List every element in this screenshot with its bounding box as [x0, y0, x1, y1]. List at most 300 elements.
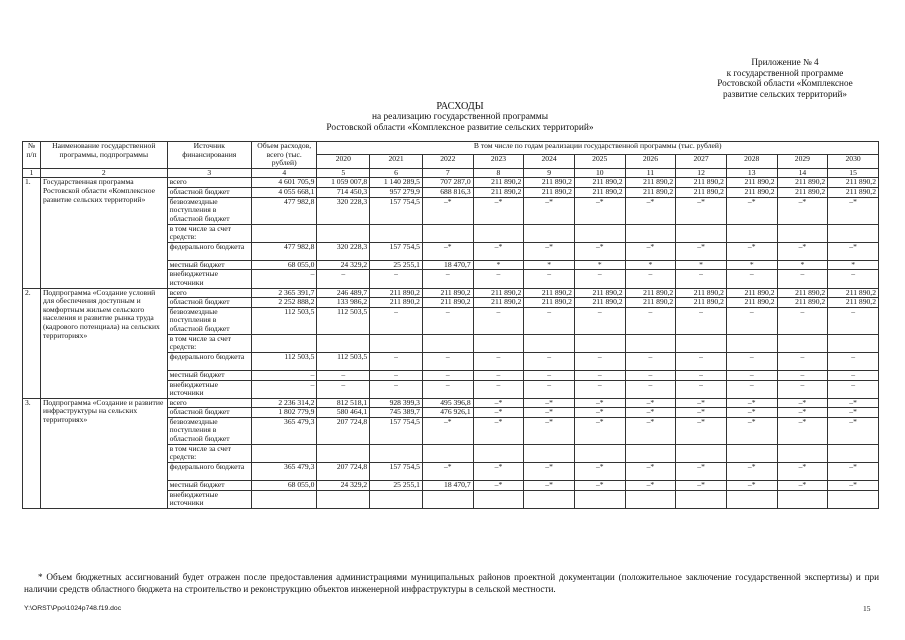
year-amount: 211 890,2 [625, 178, 676, 188]
total-amount: – [252, 270, 317, 288]
year-amount: 812 518,1 [317, 398, 370, 408]
year-amount: 24 329,2 [317, 260, 370, 270]
header-year: 2028 [726, 155, 777, 168]
year-amount: – [828, 380, 879, 398]
year-amount: – [574, 370, 625, 380]
year-amount [574, 490, 625, 508]
funding-source: местный бюджет [167, 481, 251, 491]
year-amount: 580 464,1 [317, 408, 370, 418]
year-amount: –* [726, 481, 777, 491]
year-amount: –* [676, 197, 727, 224]
year-amount: 24 329,2 [317, 481, 370, 491]
year-amount [422, 444, 473, 462]
year-amount: 211 890,2 [574, 187, 625, 197]
total-amount: 112 503,5 [252, 307, 317, 334]
year-amount: 714 450,3 [317, 187, 370, 197]
column-index: 5 [317, 168, 370, 178]
header-total: Объем расходов, всего (тыс. рублей) [252, 142, 317, 169]
year-amount: 211 890,2 [777, 298, 828, 308]
year-amount: –* [574, 481, 625, 491]
year-amount: 207 724,8 [317, 417, 370, 444]
year-amount: * [726, 260, 777, 270]
year-amount: 25 255,1 [370, 481, 423, 491]
year-amount: –* [726, 242, 777, 260]
column-index: 10 [574, 168, 625, 178]
year-amount [524, 444, 575, 462]
year-amount [473, 224, 524, 242]
document-title [250, 101, 670, 134]
year-amount: – [524, 270, 575, 288]
year-amount: – [473, 380, 524, 398]
year-amount: 211 890,2 [726, 288, 777, 298]
year-amount: – [317, 270, 370, 288]
header-years-caption: В том числе по годам реализации государственной программы (тыс. рублей) [317, 142, 879, 155]
year-amount: – [676, 307, 727, 334]
header-name: Наименование государственной программы, подпрограммы [40, 142, 167, 169]
total-amount: 2 365 391,7 [252, 288, 317, 298]
program-name: Подпрограмма «Создание и развитие инфраструктуры на сельских территориях» [40, 398, 167, 508]
funding-source: федерального бюджета [167, 352, 251, 370]
header-year: 2027 [676, 155, 727, 168]
header-year: 2024 [524, 155, 575, 168]
year-amount: – [676, 352, 727, 370]
year-amount: – [473, 270, 524, 288]
year-amount: –* [524, 242, 575, 260]
year-amount: 211 890,2 [574, 298, 625, 308]
budget-table [22, 141, 879, 509]
title-line: на реализацию государственной программы [371, 112, 549, 122]
year-amount [317, 224, 370, 242]
column-index: 13 [726, 168, 777, 178]
year-amount [370, 334, 423, 352]
year-amount [473, 444, 524, 462]
year-amount: –* [676, 481, 727, 491]
funding-source: в том числе за счет средств: [167, 334, 251, 352]
year-amount: 157 754,5 [370, 463, 423, 481]
year-amount: 211 890,2 [524, 187, 575, 197]
year-amount: 211 890,2 [370, 298, 423, 308]
year-amount: – [625, 352, 676, 370]
year-amount: – [370, 380, 423, 398]
year-amount: – [625, 370, 676, 380]
column-index: 12 [676, 168, 727, 178]
year-amount: –* [473, 417, 524, 444]
year-amount [422, 224, 473, 242]
year-amount: 157 754,5 [370, 197, 423, 224]
year-amount: 112 503,5 [317, 307, 370, 334]
year-amount: 928 399,3 [370, 398, 423, 408]
year-amount: – [317, 380, 370, 398]
year-amount: 707 287,0 [422, 178, 473, 188]
year-amount [676, 490, 727, 508]
year-amount: –* [726, 408, 777, 418]
year-amount: – [422, 307, 473, 334]
year-amount: * [574, 260, 625, 270]
year-amount [676, 334, 727, 352]
year-amount: 18 470,7 [422, 481, 473, 491]
year-amount: –* [625, 408, 676, 418]
column-index: 9 [524, 168, 575, 178]
year-amount: –* [777, 408, 828, 418]
year-amount: 157 754,5 [370, 242, 423, 260]
year-amount: – [777, 380, 828, 398]
year-amount: –* [676, 417, 727, 444]
year-amount: – [676, 370, 727, 380]
year-amount: – [676, 380, 727, 398]
year-amount: –* [828, 197, 879, 224]
year-amount: 211 890,2 [524, 178, 575, 188]
year-amount: –* [777, 463, 828, 481]
year-amount: 211 890,2 [422, 298, 473, 308]
total-amount: 68 055,0 [252, 481, 317, 491]
year-amount: 18 470,7 [422, 260, 473, 270]
year-amount: – [370, 352, 423, 370]
year-amount: 211 890,2 [828, 187, 879, 197]
year-amount: –* [828, 242, 879, 260]
appendix-line: к государственной программе [726, 67, 844, 78]
funding-source: местный бюджет [167, 370, 251, 380]
column-index: 7 [422, 168, 473, 178]
appendix-line: развитие сельских территорий» [723, 88, 847, 99]
program-number: 3. [23, 398, 41, 508]
funding-source: внебюджетные источники [167, 380, 251, 398]
year-amount [726, 444, 777, 462]
year-amount: –* [524, 197, 575, 224]
year-amount [370, 490, 423, 508]
year-amount: –* [473, 463, 524, 481]
file-path: Y:\ORST\Ppo\1024p748.f19.doc [24, 605, 122, 612]
funding-source: всего [167, 398, 251, 408]
table-row [23, 288, 879, 298]
year-amount: 211 890,2 [676, 178, 727, 188]
table-row [23, 398, 879, 408]
year-amount: 211 890,2 [726, 298, 777, 308]
year-amount: 211 890,2 [524, 288, 575, 298]
year-amount: 211 890,2 [473, 288, 524, 298]
year-amount: 211 890,2 [574, 288, 625, 298]
total-amount [252, 444, 317, 462]
header-year: 2025 [574, 155, 625, 168]
year-amount: – [625, 380, 676, 398]
year-amount: – [473, 352, 524, 370]
year-amount: – [828, 352, 879, 370]
year-amount: –* [574, 197, 625, 224]
footnote: * Объем бюджетных ассигнований будет отражен после предоставления администрациями муниципальных районов проектной документации (положительное заключение государственной экспертизы) и при наличии средств областного бюджета на строительство и реконструкцию объектов инженерной инфраструктуры в сельской местности. [24, 572, 879, 594]
year-amount: 745 389,7 [370, 408, 423, 418]
title-line: Ростовской области «Комплексное развитие сельских территорий» [326, 123, 594, 133]
year-amount: 207 724,8 [317, 463, 370, 481]
header-year: 2020 [317, 155, 370, 168]
appendix-note [690, 57, 880, 99]
year-amount [828, 334, 879, 352]
header-year: 2029 [777, 155, 828, 168]
total-amount: 365 479,3 [252, 463, 317, 481]
year-amount [828, 444, 879, 462]
year-amount: –* [777, 417, 828, 444]
year-amount: –* [828, 481, 879, 491]
funding-source: федерального бюджета [167, 463, 251, 481]
year-amount: –* [777, 242, 828, 260]
year-amount [726, 334, 777, 352]
year-amount: –* [574, 242, 625, 260]
total-amount: 477 982,8 [252, 197, 317, 224]
year-amount [777, 490, 828, 508]
year-amount: –* [726, 417, 777, 444]
column-index: 4 [252, 168, 317, 178]
year-amount: * [524, 260, 575, 270]
year-amount: – [777, 270, 828, 288]
year-amount: –* [625, 398, 676, 408]
year-amount: – [422, 352, 473, 370]
year-amount: 211 890,2 [574, 178, 625, 188]
year-amount [524, 334, 575, 352]
appendix-line: Ростовской области «Комплексное [717, 78, 853, 89]
year-amount: –* [524, 463, 575, 481]
year-amount: – [574, 352, 625, 370]
year-amount [777, 444, 828, 462]
year-amount: – [370, 370, 423, 380]
total-amount: – [252, 370, 317, 380]
funding-source: внебюджетные источники [167, 490, 251, 508]
year-amount: – [777, 352, 828, 370]
year-amount: – [524, 370, 575, 380]
column-index: 15 [828, 168, 879, 178]
year-amount: – [726, 307, 777, 334]
year-amount: –* [625, 417, 676, 444]
year-amount: –* [524, 417, 575, 444]
appendix-line: Приложение № 4 [751, 57, 819, 67]
funding-source: областной бюджет [167, 408, 251, 418]
year-amount [726, 490, 777, 508]
year-amount: – [676, 270, 727, 288]
year-amount: –* [726, 197, 777, 224]
year-amount: 211 890,2 [828, 298, 879, 308]
year-amount: 211 890,2 [473, 178, 524, 188]
year-amount: –* [574, 417, 625, 444]
year-amount: –* [828, 408, 879, 418]
year-amount: 211 890,2 [625, 288, 676, 298]
year-amount: 211 890,2 [473, 187, 524, 197]
year-amount: – [828, 370, 879, 380]
year-amount [676, 224, 727, 242]
funding-source: безвозмездные поступления в областной бюджет [167, 417, 251, 444]
funding-source: всего [167, 178, 251, 188]
year-amount: – [726, 270, 777, 288]
funding-source: областной бюджет [167, 298, 251, 308]
year-amount: 320 228,3 [317, 197, 370, 224]
year-amount: –* [473, 197, 524, 224]
year-amount: –* [828, 417, 879, 444]
year-amount: –* [625, 197, 676, 224]
year-amount: –* [625, 242, 676, 260]
funding-source: в том числе за счет средств: [167, 444, 251, 462]
total-amount: 68 055,0 [252, 260, 317, 270]
year-amount: 211 890,2 [625, 187, 676, 197]
year-amount: –* [524, 408, 575, 418]
year-amount: 112 503,5 [317, 352, 370, 370]
year-amount: –* [574, 408, 625, 418]
year-amount: 211 890,2 [370, 288, 423, 298]
year-amount [574, 334, 625, 352]
year-amount: –* [676, 408, 727, 418]
year-amount [625, 490, 676, 508]
year-amount: –* [524, 481, 575, 491]
year-amount: 476 926,1 [422, 408, 473, 418]
year-amount [625, 334, 676, 352]
year-amount: – [625, 270, 676, 288]
funding-source: внебюджетные источники [167, 270, 251, 288]
year-amount [473, 490, 524, 508]
year-amount: – [422, 380, 473, 398]
year-amount: –* [422, 242, 473, 260]
year-amount: –* [676, 398, 727, 408]
year-amount [676, 444, 727, 462]
column-index: 11 [625, 168, 676, 178]
total-amount: 112 503,5 [252, 352, 317, 370]
year-amount: 1 059 007,8 [317, 178, 370, 188]
year-amount: 211 890,2 [777, 288, 828, 298]
year-amount: – [625, 307, 676, 334]
year-amount: 211 890,2 [676, 187, 727, 197]
year-amount: –* [676, 242, 727, 260]
year-amount: –* [777, 398, 828, 408]
year-amount: – [777, 370, 828, 380]
total-amount: 2 236 314,2 [252, 398, 317, 408]
year-amount: – [574, 270, 625, 288]
year-amount [317, 334, 370, 352]
year-amount: 157 754,5 [370, 417, 423, 444]
column-index: 2 [40, 168, 167, 178]
year-amount: – [726, 370, 777, 380]
year-amount: –* [422, 417, 473, 444]
year-amount: * [676, 260, 727, 270]
year-amount [726, 224, 777, 242]
program-number: 2. [23, 288, 41, 398]
year-amount: 211 890,2 [726, 187, 777, 197]
year-amount: – [370, 307, 423, 334]
total-amount [252, 334, 317, 352]
year-amount: – [422, 370, 473, 380]
header-year: 2022 [422, 155, 473, 168]
year-amount [422, 490, 473, 508]
year-amount [370, 444, 423, 462]
column-index: 3 [167, 168, 251, 178]
year-amount: 320 228,3 [317, 242, 370, 260]
year-amount [574, 224, 625, 242]
year-amount: –* [422, 463, 473, 481]
program-name: Государственная программа Ростовской области «Комплексное развитие сельских территорий» [40, 178, 167, 288]
title-heading: РАСХОДЫ [436, 101, 484, 112]
year-amount [317, 490, 370, 508]
year-amount: * [777, 260, 828, 270]
year-amount: –* [574, 463, 625, 481]
year-amount: 246 489,7 [317, 288, 370, 298]
year-amount: – [524, 307, 575, 334]
total-amount: 365 479,3 [252, 417, 317, 444]
year-amount [473, 334, 524, 352]
year-amount: 211 890,2 [676, 298, 727, 308]
year-amount: 495 396,8 [422, 398, 473, 408]
header-num: № п/п [23, 142, 41, 169]
funding-source: безвозмездные поступления в областной бюджет [167, 307, 251, 334]
year-amount: – [473, 370, 524, 380]
column-index-row [23, 168, 879, 178]
year-amount [625, 444, 676, 462]
funding-source: безвозмездные поступления в областной бюджет [167, 197, 251, 224]
year-amount: – [574, 307, 625, 334]
year-amount: –* [524, 398, 575, 408]
column-index: 6 [370, 168, 423, 178]
year-amount: – [370, 270, 423, 288]
year-amount: * [625, 260, 676, 270]
year-amount: –* [625, 481, 676, 491]
total-amount: 2 252 888,2 [252, 298, 317, 308]
year-amount: –* [625, 463, 676, 481]
funding-source: областной бюджет [167, 187, 251, 197]
column-index: 8 [473, 168, 524, 178]
year-amount: – [726, 380, 777, 398]
year-amount: 25 255,1 [370, 260, 423, 270]
year-amount: 211 890,2 [777, 178, 828, 188]
header-source: Источник финансирования [167, 142, 251, 169]
year-amount: 211 890,2 [473, 298, 524, 308]
year-amount: – [422, 270, 473, 288]
total-amount [252, 490, 317, 508]
year-amount: – [574, 380, 625, 398]
funding-source: местный бюджет [167, 260, 251, 270]
year-amount [828, 490, 879, 508]
program-number: 1. [23, 178, 41, 288]
year-amount: –* [473, 481, 524, 491]
funding-source: в том числе за счет средств: [167, 224, 251, 242]
year-amount: * [473, 260, 524, 270]
year-amount: –* [726, 463, 777, 481]
year-amount [524, 490, 575, 508]
year-amount [574, 444, 625, 462]
page-number: 15 [863, 604, 871, 613]
year-amount: – [524, 380, 575, 398]
year-amount: –* [473, 408, 524, 418]
year-amount: – [828, 270, 879, 288]
total-amount: 4 055 668,1 [252, 187, 317, 197]
year-amount: – [726, 352, 777, 370]
year-amount: –* [473, 242, 524, 260]
year-amount [317, 444, 370, 462]
total-amount: 477 982,8 [252, 242, 317, 260]
total-amount: 4 601 705,9 [252, 178, 317, 188]
year-amount: 688 816,3 [422, 187, 473, 197]
header-year: 2023 [473, 155, 524, 168]
header-year: 2021 [370, 155, 423, 168]
year-amount: 211 890,2 [422, 288, 473, 298]
column-index: 14 [777, 168, 828, 178]
year-amount: * [828, 260, 879, 270]
year-amount [625, 224, 676, 242]
year-amount: 211 890,2 [828, 178, 879, 188]
year-amount: 133 986,2 [317, 298, 370, 308]
year-amount: 211 890,2 [777, 187, 828, 197]
year-amount: –* [777, 197, 828, 224]
year-amount: –* [676, 463, 727, 481]
year-amount: 211 890,2 [726, 178, 777, 188]
header-year: 2026 [625, 155, 676, 168]
year-amount [422, 334, 473, 352]
year-amount: 1 140 289,5 [370, 178, 423, 188]
year-amount: –* [726, 398, 777, 408]
year-amount: –* [574, 398, 625, 408]
year-amount [370, 224, 423, 242]
year-amount: – [473, 307, 524, 334]
